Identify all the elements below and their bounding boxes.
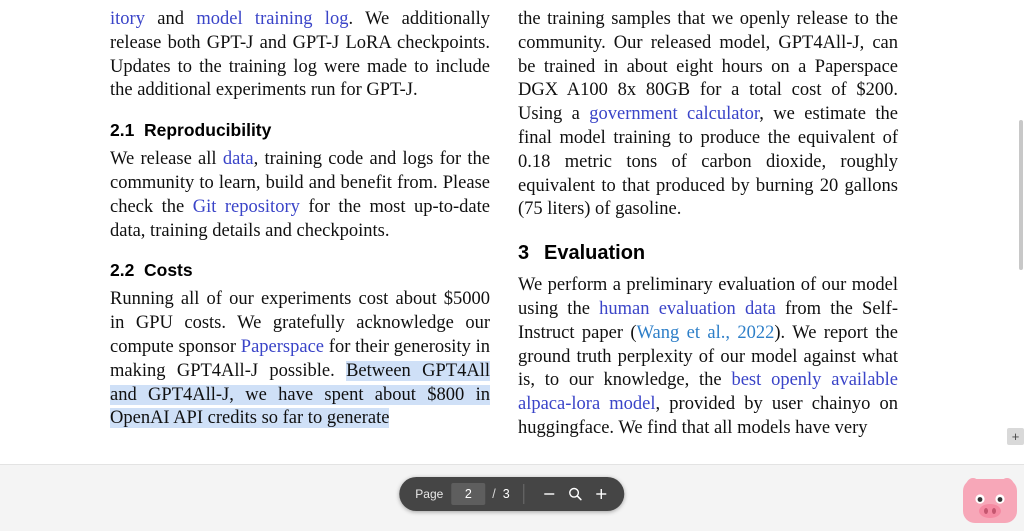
pig-avatar[interactable] xyxy=(962,475,1018,525)
text-rpara2-mid1: from the Self-Instruct paper ( xyxy=(518,298,898,343)
link-git-repository[interactable]: Git repository xyxy=(192,196,300,217)
heading-text-3: Evaluation xyxy=(544,242,646,265)
highlighted-selection[interactable]: Between GPT4All and GPT4All-J, we have spent about $800 in OpenAI API credits so far to generate xyxy=(110,360,490,429)
magnifier-icon[interactable] xyxy=(563,481,589,507)
right-column xyxy=(518,8,898,441)
link-government-calculator[interactable]: government calculator xyxy=(589,104,760,125)
scrollbar-thumb[interactable] xyxy=(1019,120,1023,270)
page-separator: / xyxy=(492,487,496,501)
viewer-toolbar xyxy=(399,477,624,511)
heading-costs xyxy=(110,260,490,281)
text-rpara2-pre: We perform a preliminary evaluation of our model using the xyxy=(518,275,898,319)
heading-reproducibility xyxy=(110,120,490,141)
text-para1-rest: . We additionally release both GPT-J and GPT-J LoRA checkpoints. Updates to the training log were made to include the additional experiments run for GPT-J. xyxy=(110,9,490,101)
text-rpara1-pre: the training samples that we openly release to the community. Our released model, GPT4All-J, can be trained in about eight hours on a Paperspace DGX A100 8x 80GB for a total cost of $200. Using a xyxy=(518,9,898,125)
two-column-body xyxy=(0,8,1024,441)
zoom-in-icon[interactable] xyxy=(589,481,615,507)
link-data[interactable]: data xyxy=(222,149,254,170)
link-itory[interactable]: itory xyxy=(110,9,145,29)
citation-wang-2022[interactable]: Wang et al., 2022 xyxy=(636,322,775,343)
paragraph-evaluation xyxy=(518,274,898,441)
link-paperspace[interactable]: Paperspace xyxy=(240,336,325,357)
viewer-toolbar-area xyxy=(0,464,1024,531)
zoom-out-icon[interactable] xyxy=(537,481,563,507)
page-number-input[interactable] xyxy=(451,483,485,505)
heading-text-21: Reproducibility xyxy=(144,120,272,141)
text-rpara1-rest: , we estimate the final model training to produce the equivalent of 0.18 metric tons of carbon dioxide, roughly equivalent to that produced by burning 20 gallons (75 liters) of gasoline. xyxy=(518,104,898,220)
heading-number-21: 2.1 xyxy=(110,120,135,141)
link-alpaca-lora-model[interactable]: best openly available alpaca-lora model xyxy=(518,370,899,415)
link-human-evaluation-data[interactable]: human evaluation data xyxy=(599,298,776,319)
page-label: Page xyxy=(415,487,444,501)
paragraph-training-samples xyxy=(518,8,898,222)
heading-evaluation xyxy=(518,242,898,265)
heading-number-22: 2.2 xyxy=(110,260,135,281)
text-para3-mid: for their generosity in making GPT4All-J possible. xyxy=(110,336,490,381)
paragraph-costs xyxy=(110,288,490,431)
paragraph-repository xyxy=(110,8,490,103)
heading-number-3: 3 xyxy=(518,242,530,265)
left-column xyxy=(110,8,490,441)
text-para2-rest: for the most up-to-date data, training details and checkpoints. xyxy=(110,196,490,241)
text-rpara2-mid2: ). We report the ground truth perplexity of our model against what is, to our knowledge, the xyxy=(518,322,898,391)
text-rpara2-rest: , provided by user chainyo on huggingface. We find that all models have very xyxy=(518,394,898,438)
link-model-training-log[interactable]: model training log xyxy=(196,9,349,29)
side-plus-icon[interactable]: + xyxy=(1007,428,1024,445)
page-scrollbar[interactable] xyxy=(1019,0,1024,465)
heading-text-22: Costs xyxy=(144,260,193,281)
paragraph-reproducibility xyxy=(110,148,490,243)
toolbar-divider xyxy=(524,484,525,504)
page-total: 3 xyxy=(502,487,510,501)
text-para2-pre: We release all xyxy=(110,149,223,170)
text-para2-mid: , training code and logs for the community to learn, build and benefit from. Please check the xyxy=(110,149,490,217)
text-and: and xyxy=(144,9,197,29)
text-para3-pre: Running all of our experiments cost about $5000 in GPU costs. We gratefully acknowledge our compute sponsor xyxy=(110,289,490,357)
